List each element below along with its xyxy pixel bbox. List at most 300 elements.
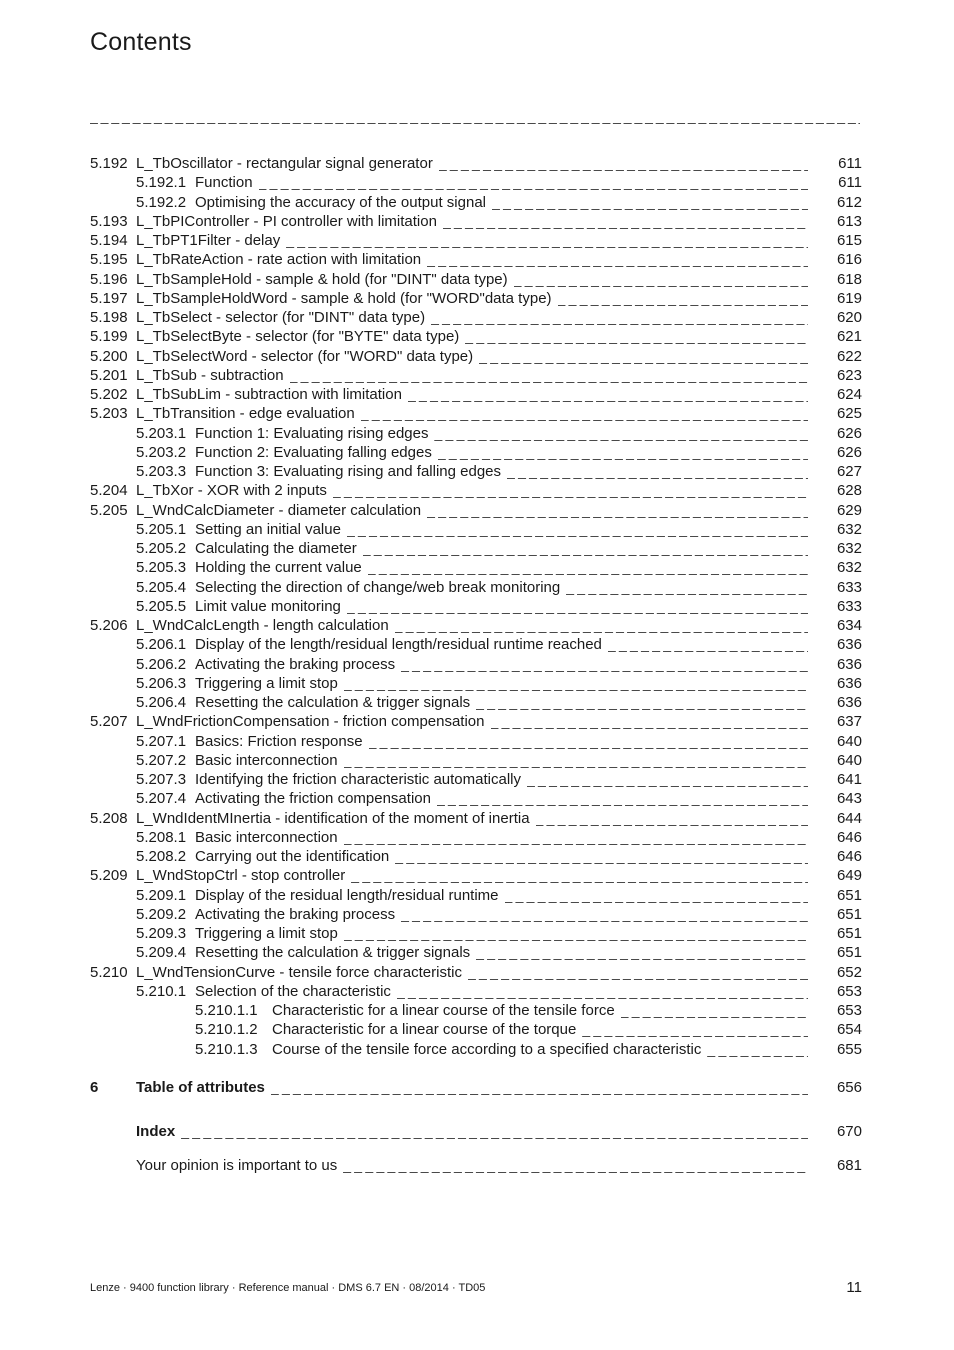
toc-entry[interactable] — [0, 963, 954, 982]
toc-entry-page[interactable]: 652 — [836, 963, 862, 981]
toc-entry-main — [136, 963, 808, 982]
toc-entry[interactable] — [0, 520, 954, 539]
toc-leader-dashes — [286, 231, 808, 250]
toc-entry-page[interactable]: 651 — [836, 925, 862, 942]
toc-entry[interactable] — [0, 1040, 954, 1059]
toc-entry-main — [136, 481, 808, 500]
toc-entry-title[interactable]: Basic interconnection — [195, 828, 344, 847]
toc-entry[interactable] — [0, 501, 954, 520]
toc-leader-dashes — [408, 385, 808, 404]
toc-entry-page[interactable]: 621 — [836, 328, 862, 346]
toc-entry-number: 5.206 — [90, 617, 128, 634]
toc-entry[interactable] — [0, 712, 954, 731]
toc-leader-dashes — [427, 501, 808, 520]
toc-leader-dashes — [707, 1040, 808, 1059]
toc-entry-main — [136, 270, 808, 289]
header-divider — [90, 108, 860, 126]
toc-leader-dashes — [465, 327, 808, 346]
toc-entry-main — [136, 212, 808, 231]
toc-entry[interactable] — [0, 1078, 954, 1097]
toc-entry-title[interactable]: L_TbXor - XOR with 2 inputs — [136, 481, 333, 500]
toc-entry-main — [195, 828, 808, 847]
toc-entry-main — [195, 520, 808, 539]
toc-entry-main — [136, 366, 808, 385]
toc-entry[interactable] — [0, 424, 954, 443]
toc-entry[interactable] — [0, 289, 954, 308]
toc-entry[interactable] — [0, 847, 954, 866]
toc-entry-page[interactable]: 649 — [836, 867, 862, 885]
toc-leader-dashes — [608, 635, 808, 654]
toc-entry-page[interactable]: 615 — [836, 232, 862, 249]
toc-entry-number: 5.205.3 — [136, 559, 187, 577]
toc-entry-page[interactable]: 634 — [836, 617, 862, 634]
toc-entry-page[interactable]: 623 — [836, 366, 862, 384]
toc-leader-dashes — [582, 1020, 808, 1039]
toc-entry[interactable] — [0, 924, 954, 943]
toc-entry[interactable] — [0, 308, 954, 327]
toc-entry[interactable] — [0, 212, 954, 231]
toc-entry-number: 5.207 — [90, 713, 128, 731]
footer-page-number: 11 — [846, 1279, 862, 1296]
toc-entry-page[interactable]: 613 — [836, 212, 862, 230]
toc-leader-dashes — [290, 366, 808, 385]
toc-entry-page[interactable]: 611 — [838, 174, 862, 192]
toc-entry-title[interactable]: L_TbSampleHoldWord - sample & hold (for "WORD"data type) — [136, 289, 558, 308]
toc-entry-number: 5.209 — [90, 867, 128, 885]
toc-entry[interactable] — [0, 674, 954, 693]
toc-entry-page[interactable]: 622 — [836, 347, 862, 365]
toc-leader-dashes — [401, 655, 808, 674]
toc-entry[interactable] — [0, 1156, 954, 1175]
toc-entry-main — [195, 905, 808, 924]
toc-leader-dashes — [395, 616, 808, 635]
toc-entry-main — [136, 616, 808, 635]
toc-leader-dashes — [437, 789, 808, 808]
toc-entry-title[interactable]: Display of the length/residual length/residual runtime reached — [195, 635, 608, 654]
toc-entry-main — [136, 1122, 808, 1141]
toc-entry[interactable] — [0, 943, 954, 962]
toc-entry-main — [195, 173, 808, 192]
toc-leader-dashes — [505, 886, 809, 905]
toc-entry-title[interactable]: Function — [195, 173, 259, 192]
toc-entry-main — [195, 751, 808, 770]
toc-entry-title[interactable]: Activating the braking process — [195, 905, 401, 924]
toc-entry-number: 5.207.2 — [136, 751, 187, 769]
toc-entry[interactable] — [0, 327, 954, 346]
toc-entry-page[interactable]: 656 — [836, 1079, 862, 1097]
toc-entry-number: 5.210.1.1 — [195, 1002, 258, 1019]
toc-entry-title[interactable]: Holding the current value — [195, 558, 368, 577]
toc-entry-title[interactable]: L_TbRateAction - rate action with limitation — [136, 250, 427, 269]
toc-entry-number: 5.199 — [90, 328, 128, 346]
toc-leader-dashes — [431, 308, 808, 327]
toc-entry-main — [195, 924, 808, 943]
toc-entry-page[interactable]: 611 — [838, 155, 862, 172]
toc-entry[interactable] — [0, 1001, 954, 1020]
toc-leader-dashes — [621, 1001, 808, 1020]
toc-leader-dashes — [476, 943, 808, 962]
toc-entry-main — [272, 1001, 808, 1020]
toc-entry-page[interactable]: 670 — [836, 1123, 862, 1140]
toc-leader-dashes — [333, 481, 808, 500]
toc-entry[interactable] — [0, 770, 954, 789]
toc-entry-page[interactable]: 632 — [836, 540, 862, 557]
toc-leader-dashes — [344, 828, 808, 847]
toc-entry-title[interactable]: Optimising the accuracy of the output signal — [195, 193, 492, 212]
toc-entry-number: 5.203.2 — [136, 443, 187, 461]
toc-entry-main — [195, 578, 808, 597]
toc-entry[interactable] — [0, 462, 954, 481]
toc-entry-main — [136, 327, 808, 346]
toc-entry-page[interactable]: 643 — [836, 790, 862, 808]
toc-entry-title[interactable]: Function 3: Evaluating rising and falling edges — [195, 462, 507, 481]
toc-entry-page[interactable]: 627 — [836, 463, 862, 480]
toc-leader-dashes — [527, 770, 808, 789]
toc-entry[interactable] — [0, 655, 954, 674]
toc-entry-main — [272, 1040, 808, 1059]
toc-entry[interactable] — [0, 366, 954, 385]
toc-entry-page[interactable]: 625 — [836, 405, 862, 423]
toc-entry[interactable] — [0, 789, 954, 808]
toc-leader-dashes — [558, 289, 808, 308]
toc-entry-title[interactable]: Selection of the characteristic — [195, 982, 397, 1001]
toc-entry-title[interactable]: L_WndTensionCurve - tensile force characteristic — [136, 963, 468, 982]
toc-leader-dashes — [397, 982, 808, 1001]
toc-entry-page[interactable]: 640 — [836, 751, 862, 769]
toc-entry-title[interactable]: Function 1: Evaluating rising edges — [195, 424, 434, 443]
toc-entry[interactable] — [0, 558, 954, 577]
toc-entry-main — [195, 886, 808, 905]
toc-entry[interactable] — [0, 982, 954, 1001]
toc-entry[interactable] — [0, 597, 954, 616]
toc-entry-number: 5.201 — [90, 366, 128, 384]
toc-entry-title[interactable]: L_WndCalcDiameter - diameter calculation — [136, 501, 427, 520]
toc-entry[interactable] — [0, 385, 954, 404]
footer-text: Lenze · 9400 function library · Reference manual · DMS 6.7 EN · 08/2014 · TD05 — [90, 1282, 486, 1294]
toc-entry-number: 5.198 — [90, 309, 128, 326]
toc-entry-title[interactable]: Resetting the calculation & trigger signals — [195, 943, 476, 962]
toc-leader-dashes — [347, 520, 808, 539]
toc-entry-main — [195, 655, 808, 674]
toc-leader-dashes — [536, 809, 808, 828]
toc-entry-number: 5.209.3 — [136, 925, 187, 942]
toc-entry-page[interactable]: 620 — [836, 309, 862, 326]
toc-entry[interactable] — [0, 1122, 954, 1141]
toc-entry-title[interactable]: Resetting the calculation & trigger signals — [195, 693, 476, 712]
toc-entry-number: 5.192.2 — [136, 193, 187, 211]
toc-entry[interactable] — [0, 886, 954, 905]
toc-entry-page[interactable]: 632 — [836, 559, 862, 577]
toc-entry-number: 5.207.1 — [136, 732, 187, 750]
toc-entry-title[interactable]: L_TbPT1Filter - delay — [136, 231, 286, 250]
toc-entry-main — [195, 558, 808, 577]
toc-entry-number: 5.207.4 — [136, 790, 187, 808]
toc-entry-title[interactable]: L_TbTransition - edge evaluation — [136, 404, 361, 423]
toc-entry[interactable] — [0, 578, 954, 597]
toc-entry-title[interactable]: Activating the braking process — [195, 655, 401, 674]
toc-entry-page[interactable]: 636 — [836, 674, 862, 692]
toc-entry-main — [136, 385, 808, 404]
toc-entry-number: 5.210.1.3 — [195, 1040, 258, 1058]
toc-entry-title[interactable]: Triggering a limit stop — [195, 674, 344, 693]
toc-entry-page[interactable]: 651 — [836, 905, 862, 923]
toc-entry[interactable] — [0, 481, 954, 500]
toc-entry-main — [195, 597, 808, 616]
toc-entry-number: 5.196 — [90, 270, 128, 288]
toc-entry-main — [136, 250, 808, 269]
toc-entry[interactable] — [0, 231, 954, 250]
toc-leader-dashes — [514, 270, 808, 289]
toc-entry[interactable] — [0, 270, 954, 289]
toc-leader-dashes — [369, 732, 808, 751]
toc-entry-title[interactable]: L_TbSelectWord - selector (for "WORD" data type) — [136, 347, 479, 366]
toc-entry-title[interactable]: Table of attributes — [136, 1078, 271, 1097]
toc-entry-number: 5.204 — [90, 482, 128, 500]
toc-entry-number: 5.195 — [90, 251, 128, 269]
toc-entry-title[interactable]: Display of the residual length/residual runtime — [195, 886, 505, 905]
toc-entry-number: 5.202 — [90, 386, 128, 403]
toc-entry-page[interactable]: 618 — [836, 270, 862, 288]
toc-entry-title[interactable]: Basics: Friction response — [195, 732, 369, 751]
toc-entry-number: 5.210 — [90, 963, 128, 981]
toc-leader-dashes — [443, 212, 808, 231]
toc-entry-main — [195, 847, 808, 866]
page-title: Contents — [90, 28, 192, 56]
toc-entry-number: 5.207.3 — [136, 771, 187, 788]
toc-entry[interactable] — [0, 732, 954, 751]
toc-leader-dashes — [181, 1122, 808, 1141]
toc-entry-title[interactable]: L_TbSampleHold - sample & hold (for "DINT" data type) — [136, 270, 514, 289]
toc-entry-number: 5.210.1.2 — [195, 1021, 258, 1039]
toc-entry[interactable] — [0, 250, 954, 269]
toc-entry-page[interactable]: 654 — [836, 1021, 862, 1039]
toc-entry-main — [136, 154, 808, 173]
toc-leader-dashes — [344, 924, 808, 943]
toc-entry-page[interactable]: 644 — [836, 809, 862, 827]
toc-entry-number: 5.197 — [90, 289, 128, 307]
toc-entry-main — [195, 539, 808, 558]
toc-entry-page[interactable]: 633 — [836, 597, 862, 615]
toc-entry-title[interactable]: Index — [136, 1122, 181, 1141]
toc-entry-page[interactable]: 641 — [836, 771, 862, 788]
toc-entry-number: 5.205.2 — [136, 540, 187, 557]
toc-entry-number: 5.205.1 — [136, 520, 187, 538]
toc-leader-dashes — [468, 963, 808, 982]
toc-leader-dashes — [491, 712, 809, 731]
toc-entry-main — [195, 193, 808, 212]
toc-entry-page[interactable]: 619 — [836, 289, 862, 307]
toc-entry-main — [195, 462, 808, 481]
toc-entry-title[interactable]: Triggering a limit stop — [195, 924, 344, 943]
toc-entry[interactable] — [0, 1020, 954, 1039]
toc-entry-number: 5.192 — [90, 155, 128, 172]
toc-entry-main — [195, 424, 808, 443]
toc-entry-number: 5.203 — [90, 405, 128, 423]
toc-entry-number: 5.209.4 — [136, 944, 187, 962]
toc-entry-page[interactable]: 651 — [836, 944, 862, 962]
toc-entry[interactable] — [0, 173, 954, 192]
toc-entry-title[interactable]: Carrying out the identification — [195, 847, 395, 866]
toc-entry-page[interactable]: 626 — [836, 424, 862, 442]
toc-entry-page[interactable]: 633 — [836, 578, 862, 596]
toc-entry-number: 5.205.4 — [136, 578, 187, 596]
toc-entry[interactable] — [0, 866, 954, 885]
toc-leader-dashes — [566, 578, 808, 597]
toc-entry[interactable] — [0, 616, 954, 635]
toc-entry[interactable] — [0, 693, 954, 712]
toc-leader-dashes — [368, 558, 808, 577]
toc-entry-title[interactable]: L_WndFrictionCompensation - friction compensation — [136, 712, 491, 731]
toc-entry-title[interactable]: Characteristic for a linear course of the tensile force — [272, 1001, 621, 1020]
toc-leader-dashes — [492, 193, 808, 212]
toc-entry-number: 5.206.3 — [136, 674, 187, 692]
toc-entry-title[interactable]: L_TbSub - subtraction — [136, 366, 290, 385]
toc-leader-dashes — [344, 751, 808, 770]
toc-entry-page[interactable]: 626 — [836, 443, 862, 461]
toc-entry-main — [195, 789, 808, 808]
toc-entry[interactable] — [0, 347, 954, 366]
toc-entry-number: 5.206.4 — [136, 694, 187, 711]
toc-entry-title[interactable]: L_TbPIController - PI controller with limitation — [136, 212, 443, 231]
toc-entry-main — [272, 1020, 808, 1039]
toc-entry-title[interactable]: L_WndCalcLength - length calculation — [136, 616, 395, 635]
toc-entry[interactable] — [0, 809, 954, 828]
toc-entry-main — [136, 866, 808, 885]
toc-entry-main — [195, 770, 808, 789]
toc-entry-page[interactable]: 636 — [836, 694, 862, 711]
toc-entry-number: 5.210.1 — [136, 982, 187, 1000]
toc-entry-title[interactable]: Characteristic for a linear course of the torque — [272, 1020, 582, 1039]
toc-entry-number: 5.203.3 — [136, 463, 187, 480]
toc-entry-main — [195, 674, 808, 693]
toc-leader-dashes — [438, 443, 808, 462]
toc-entry-title[interactable]: L_WndStopCtrl - stop controller — [136, 866, 351, 885]
toc-entry-page[interactable]: 612 — [836, 193, 862, 211]
toc-leader-dashes — [427, 250, 808, 269]
toc-entry-page[interactable]: 655 — [836, 1040, 862, 1058]
toc-entry-title[interactable]: Setting an initial value — [195, 520, 347, 539]
toc-entry-page[interactable]: 653 — [836, 982, 862, 1000]
toc-entry-title[interactable]: Basic interconnection — [195, 751, 344, 770]
toc-entry[interactable] — [0, 154, 954, 173]
toc-entry-page[interactable]: 681 — [836, 1156, 862, 1174]
toc-entry-number: 5.205 — [90, 501, 128, 519]
toc-entry-number: 5.208.1 — [136, 828, 187, 846]
toc-entry-main — [136, 231, 808, 250]
toc-entry[interactable] — [0, 905, 954, 924]
toc-entry-title[interactable]: Activating the friction compensation — [195, 789, 437, 808]
toc-entry-main — [195, 635, 808, 654]
toc-entry[interactable] — [0, 539, 954, 558]
toc-entry-title[interactable]: L_WndIdentMInertia - identification of the moment of inertia — [136, 809, 536, 828]
toc-entry-number: 5.205.5 — [136, 597, 187, 615]
toc-leader-dashes — [351, 866, 808, 885]
toc-entry[interactable] — [0, 404, 954, 423]
toc-entry-page[interactable]: 646 — [836, 848, 862, 865]
toc-entry[interactable] — [0, 193, 954, 212]
toc-entry-page[interactable]: 636 — [836, 655, 862, 673]
toc-entry-title[interactable]: Your opinion is important to us — [136, 1156, 343, 1175]
toc-entry-page[interactable]: 616 — [836, 251, 862, 269]
toc-entry-page[interactable]: 646 — [836, 828, 862, 846]
toc-entry-page[interactable]: 640 — [836, 732, 862, 750]
toc-entry-title[interactable]: Function 2: Evaluating falling edges — [195, 443, 438, 462]
toc-entry-main — [195, 943, 808, 962]
toc-entry-number: 6 — [90, 1079, 99, 1097]
toc-leader-dashes — [401, 905, 808, 924]
toc-entry[interactable] — [0, 751, 954, 770]
toc-entry-page[interactable]: 628 — [836, 482, 862, 500]
toc-entry-page[interactable]: 624 — [836, 386, 862, 403]
toc-leader-dashes — [439, 154, 808, 173]
toc-entry-main — [136, 501, 808, 520]
toc-entry-number: 5.209.1 — [136, 886, 187, 904]
toc-entry-number: 5.193 — [90, 212, 128, 230]
toc-leader-dashes — [347, 597, 808, 616]
toc-leader-dashes — [343, 1156, 808, 1175]
toc-entry-page[interactable]: 632 — [836, 520, 862, 538]
toc-leader-dashes — [395, 847, 808, 866]
toc-entry-page[interactable]: 637 — [836, 713, 862, 731]
toc-entry-page[interactable]: 629 — [836, 501, 862, 519]
toc-entry-main — [136, 308, 808, 327]
toc-entry-number: 5.194 — [90, 232, 128, 249]
toc-entry-title[interactable]: L_TbOscillator - rectangular signal generator — [136, 154, 439, 173]
toc-entry-number: 5.192.1 — [136, 174, 187, 192]
toc-leader-dashes — [476, 693, 808, 712]
toc-entry-title[interactable]: L_TbSubLim - subtraction with limitation — [136, 385, 408, 404]
toc-leader-dashes — [479, 347, 808, 366]
toc-entry-number: 5.206.2 — [136, 655, 187, 673]
toc-leader-dashes — [344, 674, 808, 693]
toc-entry-title[interactable]: Calculating the diameter — [195, 539, 363, 558]
toc-entry-title[interactable]: Course of the tensile force according to a specified characteristic — [272, 1040, 707, 1059]
toc-entry-main — [195, 982, 808, 1001]
toc-entry[interactable] — [0, 635, 954, 654]
toc-entry-title[interactable]: L_TbSelect - selector (for "DINT" data type) — [136, 308, 431, 327]
toc-entry-title[interactable]: L_TbSelectByte - selector (for "BYTE" data type) — [136, 327, 465, 346]
toc-entry-main — [136, 1078, 808, 1097]
table-of-contents — [0, 154, 954, 1175]
toc-entry-number: 5.208 — [90, 809, 128, 827]
toc-entry-title[interactable]: Limit value monitoring — [195, 597, 347, 616]
toc-entry-main — [136, 1156, 808, 1175]
toc-leader-dashes — [507, 462, 808, 481]
toc-entry-title[interactable]: Selecting the direction of change/web break monitoring — [195, 578, 566, 597]
toc-leader-dashes — [271, 1078, 808, 1097]
toc-entry-number: 5.200 — [90, 347, 128, 365]
toc-entry-main — [195, 732, 808, 751]
toc-leader-dashes — [361, 404, 808, 423]
toc-entry-page[interactable]: 651 — [836, 886, 862, 904]
toc-entry[interactable] — [0, 828, 954, 847]
toc-leader-dashes — [434, 424, 808, 443]
toc-entry-title[interactable]: Identifying the friction characteristic automatically — [195, 770, 527, 789]
toc-entry[interactable] — [0, 443, 954, 462]
toc-entry-main — [136, 404, 808, 423]
toc-entry-number: 5.206.1 — [136, 636, 187, 654]
toc-entry-number: 5.208.2 — [136, 848, 187, 865]
toc-entry-main — [136, 712, 808, 731]
toc-entry-page[interactable]: 653 — [836, 1002, 862, 1019]
toc-entry-number: 5.209.2 — [136, 905, 187, 923]
toc-entry-main — [195, 443, 808, 462]
toc-leader-dashes — [363, 539, 808, 558]
toc-entry-main — [136, 809, 808, 828]
toc-entry-page[interactable]: 636 — [836, 636, 862, 654]
toc-entry-number: 5.203.1 — [136, 424, 187, 442]
toc-entry-main — [136, 289, 808, 308]
